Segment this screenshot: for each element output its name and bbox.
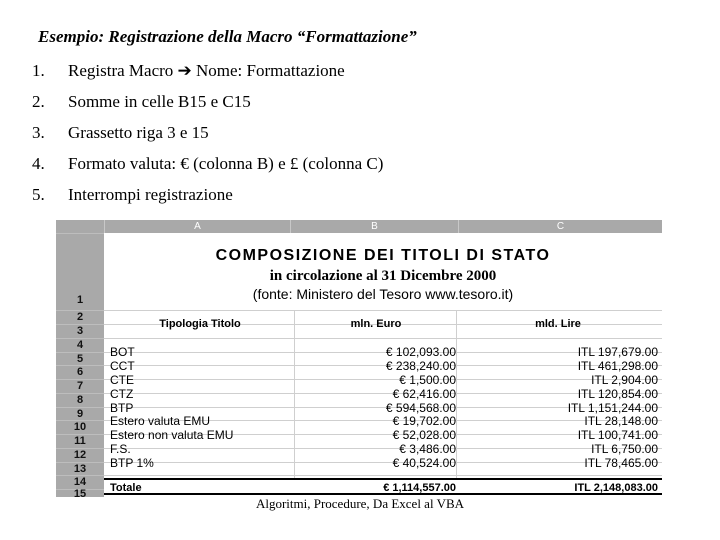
cell-a7[interactable]: CTE (110, 373, 134, 387)
cell-b10[interactable]: € 19,702.00 (392, 414, 456, 428)
header-cell-b[interactable]: mln. Euro (350, 318, 402, 330)
cell-b5[interactable]: € 102,093.00 (385, 345, 456, 359)
cell-a9[interactable]: BTP (110, 401, 134, 415)
column-header-a[interactable]: A (104, 220, 290, 233)
step-number: 3. (32, 123, 45, 142)
cell-a12[interactable]: F.S. (110, 442, 131, 456)
row-header[interactable]: 4 (56, 338, 104, 352)
cell-c9[interactable]: ITL 1,151,244.00 (567, 401, 658, 415)
cell-b12[interactable]: € 3,486.00 (399, 442, 456, 456)
banner-title: COMPOSIZIONE DEI TITOLI DI STATO (215, 247, 551, 264)
grid-line (104, 475, 662, 476)
cell-a11[interactable]: Estero non valuta EMU (110, 428, 234, 442)
cell-c8[interactable]: ITL 120,854.00 (577, 387, 658, 401)
grid-line (104, 310, 662, 311)
step-text: Somme in celle B15 e C15 (68, 92, 251, 111)
step-text: Grassetto riga 3 e 15 (68, 123, 209, 142)
cell-b13[interactable]: € 40,524.00 (392, 456, 456, 470)
cell-c11[interactable]: ITL 100,741.00 (577, 428, 658, 442)
row-header[interactable]: 7 (56, 379, 104, 393)
cell-b6[interactable]: € 238,240.00 (385, 359, 456, 373)
cell-a15-total-label[interactable]: Totale (110, 482, 142, 494)
sheet-banner (104, 233, 662, 308)
row-header[interactable]: 9 (56, 407, 104, 420)
row-header[interactable]: 2 (56, 310, 104, 324)
row-header[interactable]: 14 (56, 475, 104, 489)
step-number: 1. (32, 61, 45, 80)
cell-c12[interactable]: ITL 6,750.00 (591, 442, 658, 456)
cell-c6[interactable]: ITL 461,298.00 (577, 359, 658, 373)
header-cell-c[interactable]: mld. Lire (535, 318, 581, 330)
row-header[interactable]: 13 (56, 462, 104, 475)
header-cell-a[interactable]: Tipologia Titolo (159, 318, 241, 330)
banner-subtitle: in circolazione al 31 Dicembre 2000 (269, 268, 497, 284)
row-header[interactable]: 12 (56, 448, 104, 462)
row-header[interactable]: 5 (56, 352, 104, 365)
cell-b7[interactable]: € 1,500.00 (399, 373, 456, 387)
cell-a8[interactable]: CTZ (110, 387, 134, 401)
cell-c15-total[interactable]: ITL 2,148,083.00 (574, 482, 658, 494)
grid-line (456, 310, 457, 478)
cell-a6[interactable]: CCT (110, 359, 135, 373)
cell-b8[interactable]: € 62,416.00 (392, 387, 456, 401)
cell-b9[interactable]: € 594,568.00 (385, 401, 456, 415)
cell-c7[interactable]: ITL 2,904.00 (591, 373, 658, 387)
step-number: 2. (32, 92, 45, 111)
cell-c5[interactable]: ITL 197,679.00 (577, 345, 658, 359)
row-header[interactable]: 8 (56, 393, 104, 407)
row-header-bar (56, 233, 104, 497)
step-number: 5. (32, 185, 45, 204)
slide-footer: Algoritmi, Procedure, Da Excel al VBA (255, 496, 465, 511)
row-header[interactable]: 11 (56, 434, 104, 448)
spreadsheet (56, 220, 662, 497)
column-header-c[interactable]: C (458, 220, 662, 233)
row-header[interactable]: 15 (56, 489, 104, 497)
grid-line (294, 310, 295, 478)
step-number: 4. (32, 154, 45, 173)
banner-source: (fonte: Ministero del Tesoro www.tesoro.it) (252, 286, 514, 302)
row-header[interactable]: 6 (56, 365, 104, 379)
cell-c13[interactable]: ITL 78,465.00 (584, 456, 658, 470)
select-all-corner[interactable] (56, 220, 104, 233)
cell-a10[interactable]: Estero valuta EMU (110, 414, 211, 428)
row-header[interactable]: 3 (56, 324, 104, 338)
row-header[interactable]: 10 (56, 420, 104, 434)
cell-a13[interactable]: BTP 1% (110, 456, 154, 470)
step-text: Registra Macro ➔ Nome: Formattazione (68, 61, 345, 80)
column-header-b[interactable]: B (290, 220, 458, 233)
cell-b11[interactable]: € 52,028.00 (392, 428, 456, 442)
step-text: Formato valuta: € (colonna B) e £ (colonna C) (68, 154, 384, 173)
row-header[interactable]: 1 (56, 233, 104, 310)
cell-c10[interactable]: ITL 28,148.00 (584, 414, 658, 428)
cell-b15-total[interactable]: € 1,114,557.00 (383, 482, 456, 494)
step-text: Interrompi registrazione (68, 185, 233, 204)
grid-line (104, 338, 662, 339)
cell-a5[interactable]: BOT (110, 345, 135, 359)
slide-title: Esempio: Registrazione della Macro “Formattazione” (38, 27, 417, 46)
